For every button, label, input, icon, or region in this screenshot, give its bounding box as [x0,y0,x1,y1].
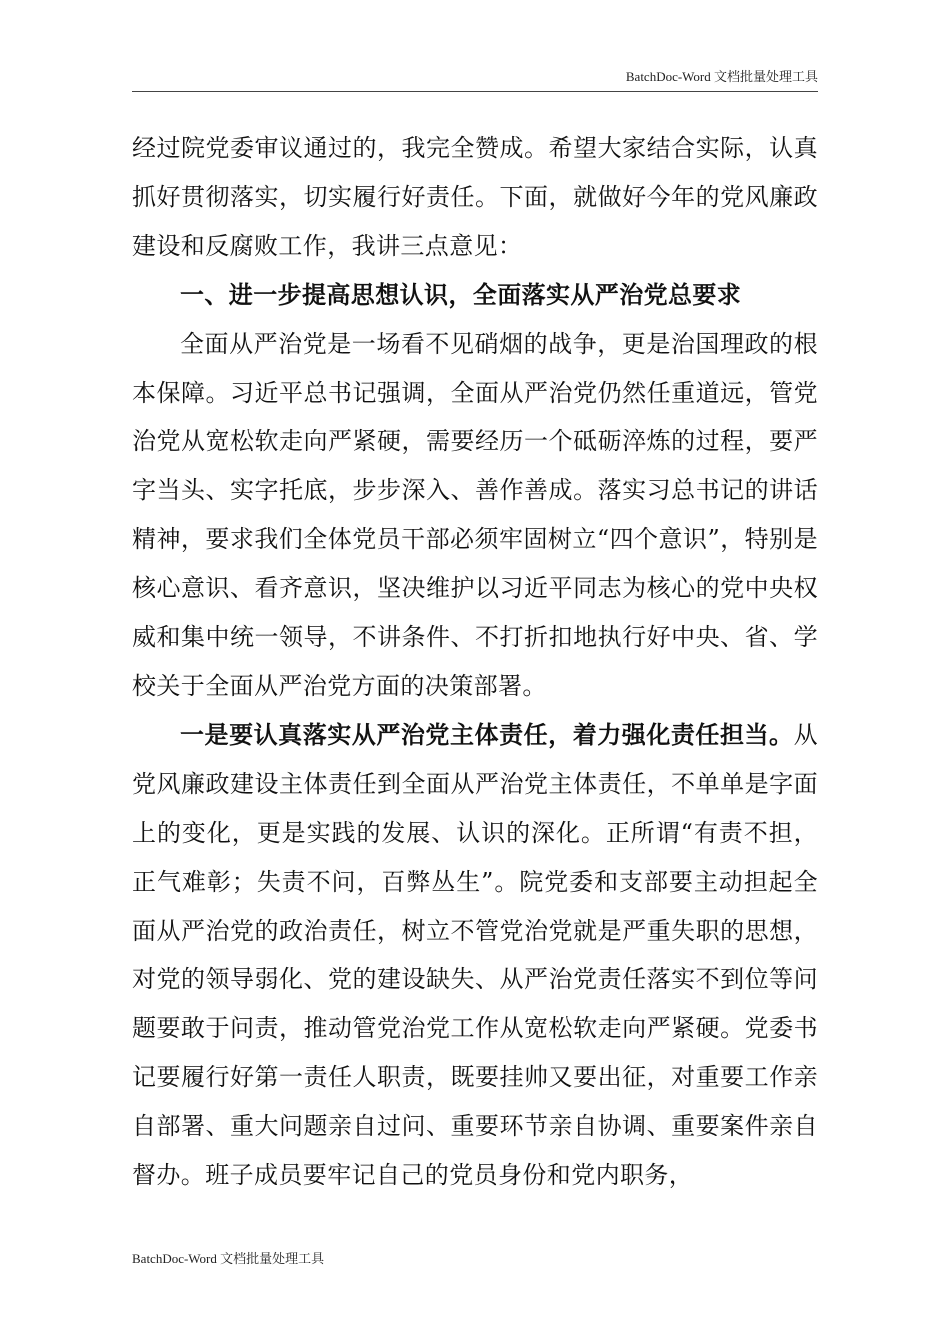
paragraph-point-1 [132,711,818,1200]
point-1-lead: 一是要认真落实从严治党主体责任，着力强化责任担当。 [180,719,794,749]
section-heading-1: 一、进一步提高思想认识，全面落实从严治党总要求 [180,280,742,309]
paragraph-section-1: 全面从严治党是一场看不见硝烟的战争，更是治国理政的根本保障。习近平总书记强调，全面从严治党仍然任重道远，管党治党从宽松软走向严紧硬，需要经历一个砥砺淬炼的过程，要严字当头、实字托底，步步深入、善作善成。落实习总书记的讲话精神，要求我们全体党员干部必须牢固树立“四个意识”，特别是核心意识、看齐意识，坚决维护以习近平同志为核心的党中央权威和集中统一领导，不讲条件、不打折扣地执行好中央、省、学校关于全面从严治党方面的决策部署。 [132,329,818,700]
page-header: BatchDoc-Word 文档批量处理工具 [625,69,818,84]
page-footer: BatchDoc-Word 文档批量处理工具 [132,1251,325,1266]
paragraph-intro: 经过院党委审议通过的，我完全赞成。希望大家结合实际，认真抓好贯彻落实，切实履行好责任。下面，就做好今年的党风廉政建设和反腐败工作，我讲三点意见： [132,134,818,260]
header-divider [132,91,818,92]
document-body [132,124,818,1200]
point-1-text: 从党风廉政建设主体责任到全面从严治党主体责任，不单单是字面上的变化，更是实践的发展、认识的深化。正所谓“有责不担，正气难彰；失责不问，百弊丛生”。院党委和支部要主动担起全面从严治党的政治责任，树立不管党治党就是严重失职的思想，对党的领导弱化、党的建设缺失、从严治党责任落实不到位等问题要敢于问责，推动管党治党工作从宽松软走向严紧硬。党委书记要履行好第一责任人职责，既要挂帅又要出征，对重要工作亲自部署、重大问题亲自过问、重要环节亲自协调、重要案件亲自督办。班子成员要牢记自己的党员身份和党内职务， [132,720,818,1190]
